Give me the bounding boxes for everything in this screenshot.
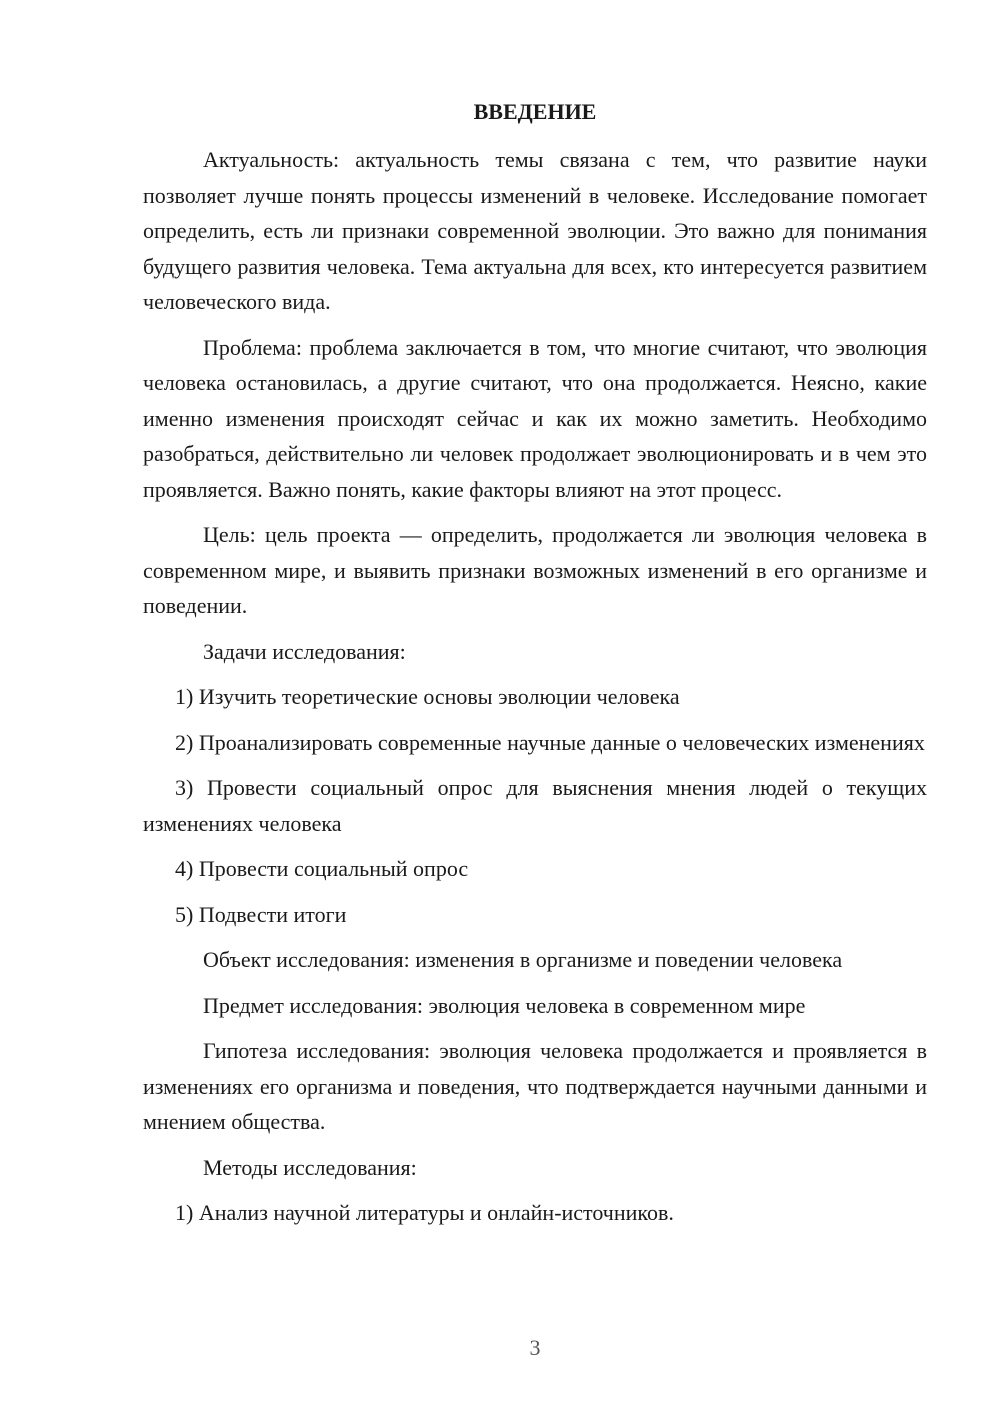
research-hypothesis: Гипотеза исследования: эволюция человека продолжается и проявляется в изменениях его организма и поведения, что подтверждается научными данными и мнением общества. [143, 1038, 927, 1134]
task-item: 2) Проанализировать современные научные данные о человеческих изменениях [175, 729, 925, 755]
research-subject: Предмет исследования: эволюция человека в современном мире [203, 992, 806, 1018]
document-page [143, 0, 927, 1414]
paragraph-problem: Проблема: проблема заключается в том, что многие считают, что эволюция человека остановилась, а другие считают, что она продолжается. Неясно, какие именно изменения происходят сейчас и как их можно заметить. Необходимо разобраться, действительно ли человек продолжает эволюционировать и в чем это проявляется. Важно понять, какие факторы влияют на этот процесс. [143, 334, 927, 502]
paragraph-goal: Цель: цель проекта — определить, продолжается ли эволюция человека в современном мире, и выявить признаки возможных изменений в его организме и поведении. [143, 522, 927, 618]
page-title: ВВЕДЕНИЕ [473, 99, 597, 124]
task-item: 5) Подвести итоги [175, 901, 347, 927]
paragraph-relevance: Актуальность: актуальность темы связана с тем, что развитие науки позволяет лучше понять процессы изменений в человеке. Исследование помогает определить, есть ли признаки современной эволюции. Это важно для понимания будущего развития человека. Тема актуальна для всех, кто интересуется развитием человеческого вида. [143, 147, 927, 314]
task-item: 1) Изучить теоретические основы эволюции человека [175, 684, 680, 709]
document-body [143, 142, 927, 1241]
method-item: 1) Анализ научной литературы и онлайн-источников. [175, 1200, 674, 1225]
tasks-heading: Задачи исследования: [203, 638, 406, 664]
methods-heading: Методы исследования: [203, 1154, 417, 1180]
page-number: 3 [529, 1335, 541, 1360]
task-item: 3) Провести социальный опрос для выяснения мнения людей о текущих изменениях человека [143, 775, 927, 836]
task-item: 4) Провести социальный опрос [175, 856, 469, 881]
research-object: Объект исследования: изменения в организме и поведении человека [203, 947, 843, 972]
